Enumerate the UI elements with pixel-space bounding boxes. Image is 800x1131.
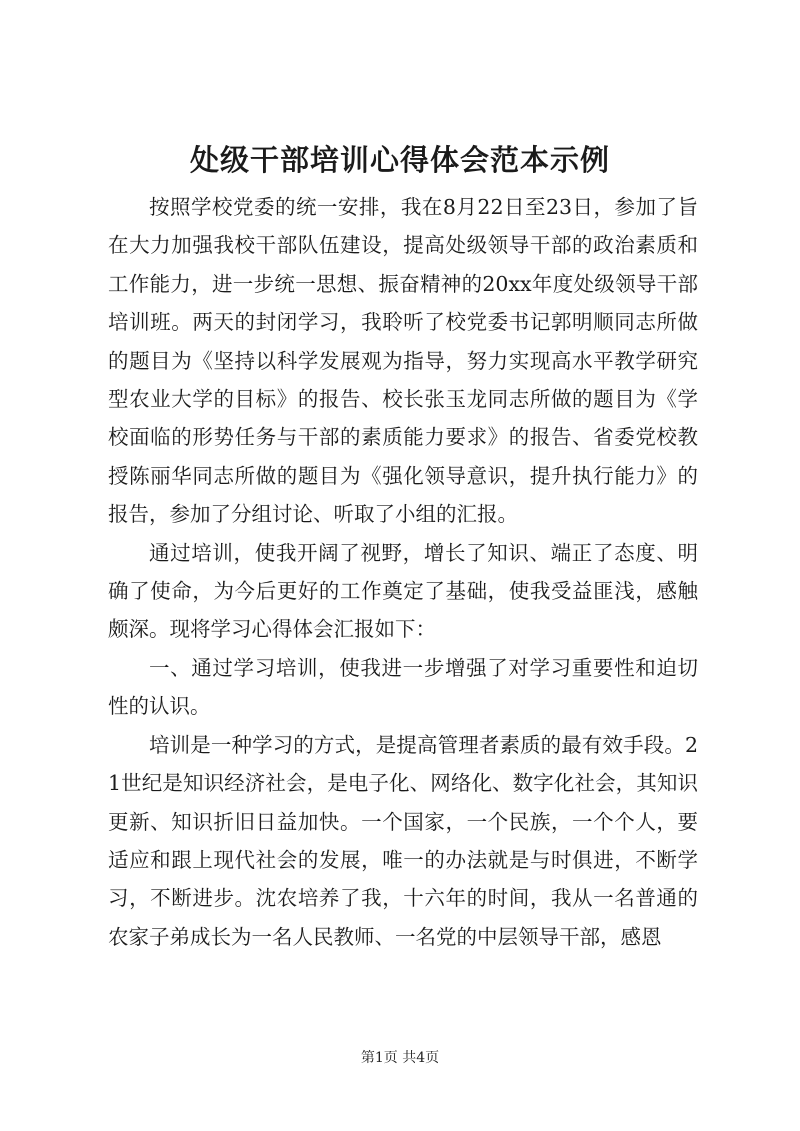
page-footer: 第1页 共4页 bbox=[360, 1050, 440, 1066]
paragraph-intro: 按照学校党委的统一安排，我在8月22日至23日，参加了旨在大力加强我校干部队伍建设，提高处级领导干部的政治素质和工作能力，进一步统一思想、振奋精神的20xx年度处级领导干部培训班。两天的封闭学习，我聆听了校党委书记郭明顺同志所做的题目为《坚持以科学发展观为指导，努力实现高水平教学研究型农业大学的目标》的报告、校长张玉龙同志所做的题目为《学校面临的形势任务与干部的素质能力要求》的报告、省委党校教授陈丽华同志所做的题目为《强化领导意识，提升执行能力》的报告，参加了分组讨论、听取了小组的汇报。 bbox=[108, 195, 698, 527]
paragraph-summary: 通过培训，使我开阔了视野，增长了知识、端正了态度、明确了使命，为今后更好的工作奠定了基础，使我受益匪浅，感触颇深。现将学习心得体会汇报如下： bbox=[108, 540, 698, 642]
paragraph-training: 培训是一种学习的方式，是提高管理者素质的最有效手段。21世纪是知识经济社会，是电子化、网络化、数字化社会，其知识更新、知识折旧日益加快。一个国家，一个民族，一个个人，要适应和跟上现代社会的发展，唯一的办法就是与时俱进，不断学习，不断进步。沈农培养了我，十六年的时间，我从一名普通的农家子弟成长为一名人民教师、一名党的中层领导干部，感恩 bbox=[108, 732, 698, 949]
paragraph-section-heading: 一、通过学习培训，使我进一步增强了对学习重要性和迫切性的认识。 bbox=[108, 655, 698, 719]
document-body bbox=[108, 188, 698, 956]
page-title: 处级干部培训心得体会范本示例 bbox=[189, 143, 610, 177]
